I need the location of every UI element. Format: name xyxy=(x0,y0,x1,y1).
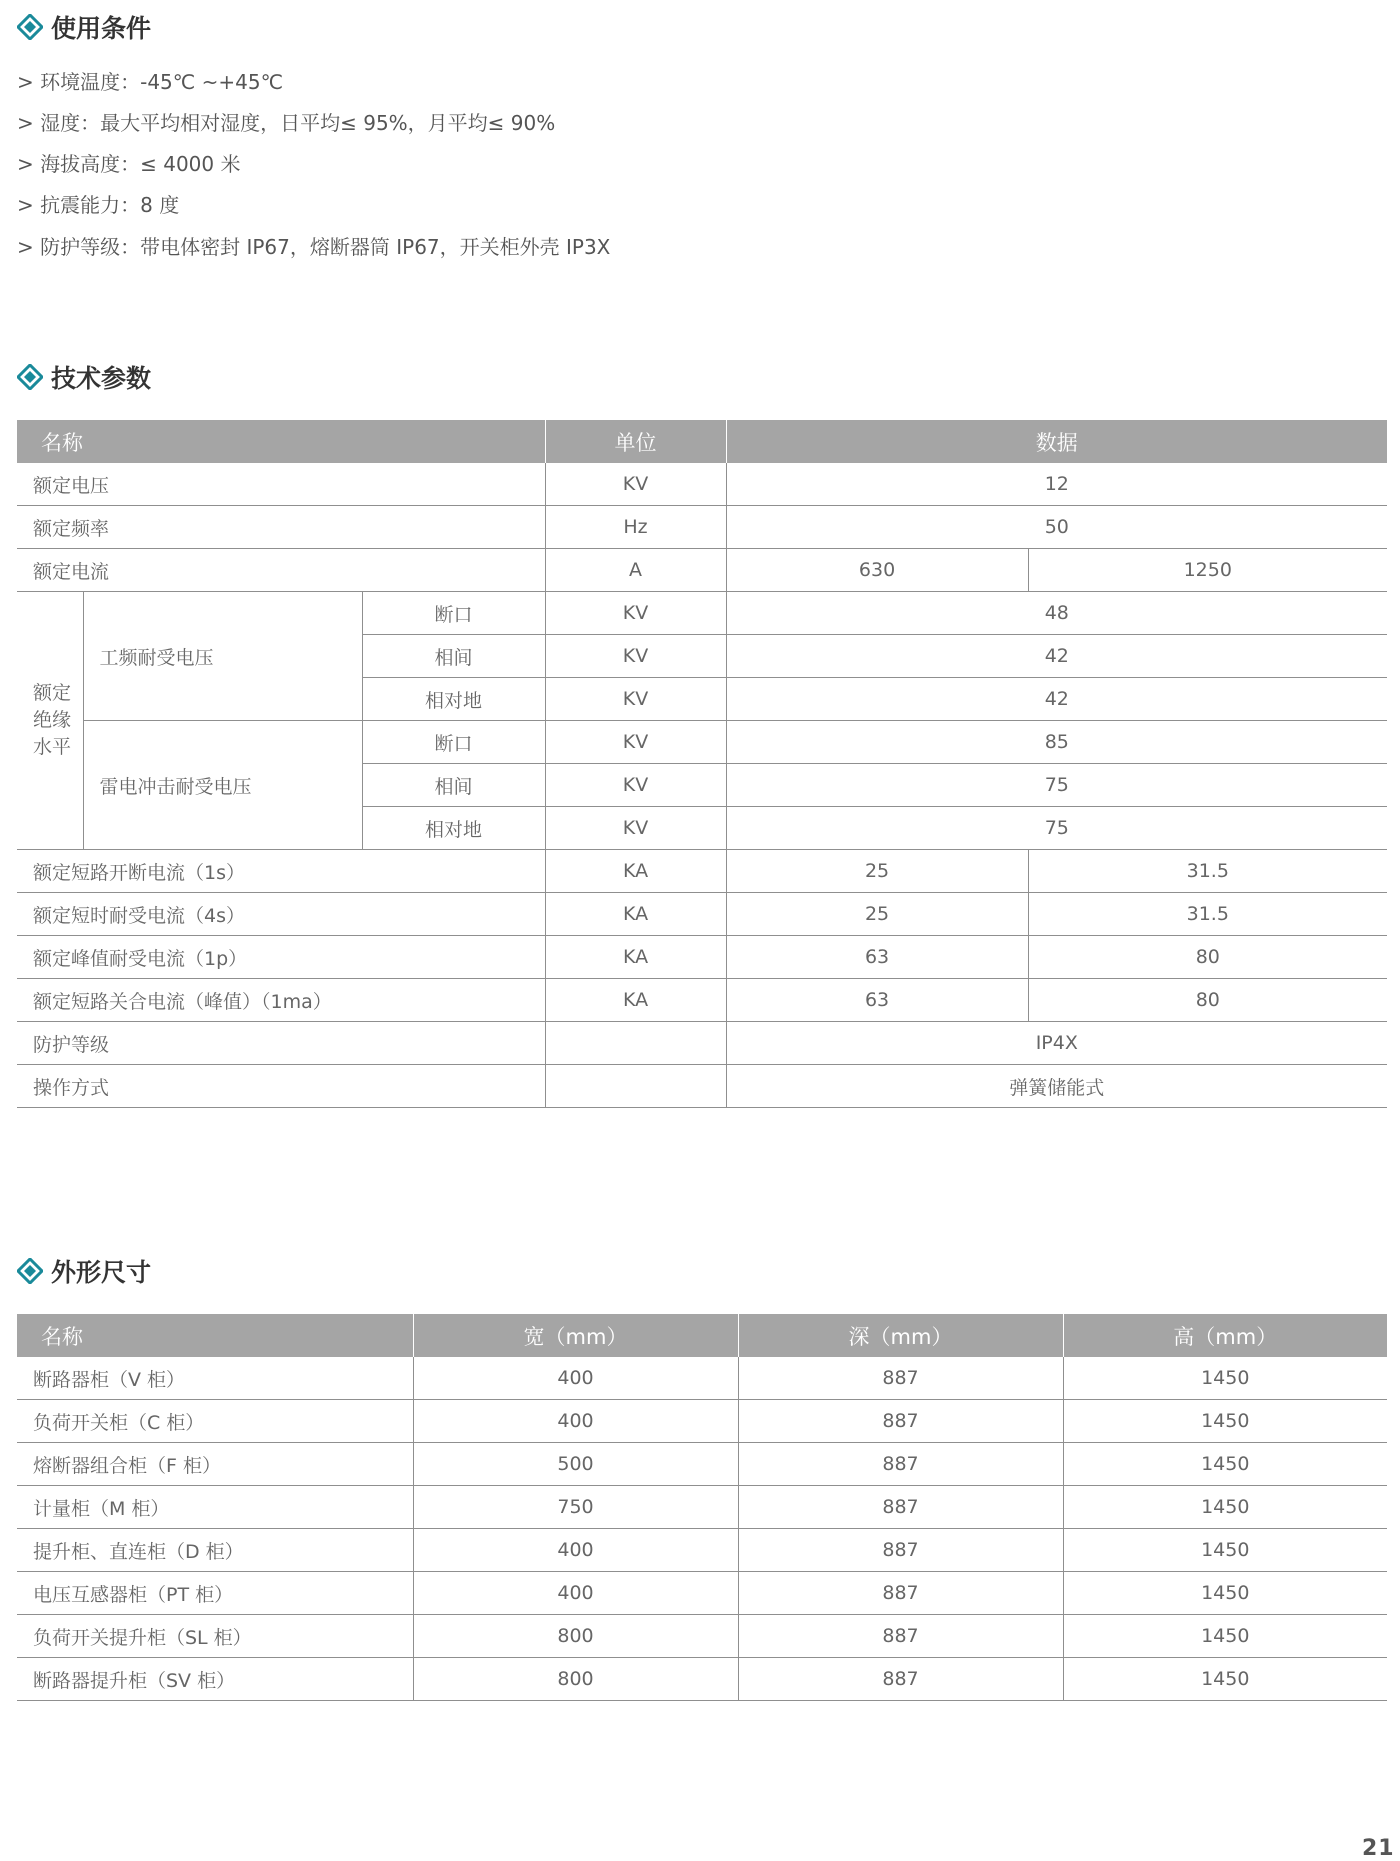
row-value-2: 31.5 xyxy=(1028,850,1387,893)
insulation-level-label: 额定 绝缘 水平 xyxy=(17,592,83,850)
row-height: 1450 xyxy=(1063,1486,1387,1529)
row-depth: 887 xyxy=(738,1572,1063,1615)
row-height: 1450 xyxy=(1063,1615,1387,1658)
row-unit: KV xyxy=(545,721,726,764)
row-unit: KA xyxy=(545,979,726,1022)
table-header-row xyxy=(17,420,1387,463)
usage-line-seismic: > 抗震能力：8 度 xyxy=(17,193,180,217)
header-height: 高（mm） xyxy=(1063,1314,1387,1357)
table-row xyxy=(17,1065,1387,1108)
row-width: 800 xyxy=(413,1615,738,1658)
table-row xyxy=(17,1357,1387,1400)
row-unit xyxy=(545,1022,726,1065)
row-depth: 887 xyxy=(738,1400,1063,1443)
row-value: 85 xyxy=(726,721,1387,764)
table-row xyxy=(17,893,1387,936)
row-width: 400 xyxy=(413,1572,738,1615)
row-unit: KA xyxy=(545,936,726,979)
usage-title: 使用条件 xyxy=(51,14,152,43)
row-value-1: 63 xyxy=(726,936,1028,979)
row-depth: 887 xyxy=(738,1486,1063,1529)
row-value-2: 80 xyxy=(1028,979,1387,1022)
table-row xyxy=(17,850,1387,893)
row-depth: 887 xyxy=(738,1658,1063,1701)
row-unit: KV xyxy=(545,635,726,678)
row-depth: 887 xyxy=(738,1443,1063,1486)
row-depth: 887 xyxy=(738,1357,1063,1400)
table-row xyxy=(17,1443,1387,1486)
row-value-1: 25 xyxy=(726,850,1028,893)
row-height: 1450 xyxy=(1063,1529,1387,1572)
row-sub: 断口 xyxy=(362,721,545,764)
header-name: 名称 xyxy=(17,420,545,463)
table-row xyxy=(17,1400,1387,1443)
row-width: 400 xyxy=(413,1529,738,1572)
diamond-icon xyxy=(17,14,43,40)
row-width: 750 xyxy=(413,1486,738,1529)
row-value-1: 25 xyxy=(726,893,1028,936)
row-value: 12 xyxy=(726,463,1387,506)
row-name: 额定短时耐受电流（4s） xyxy=(17,893,545,936)
table-row xyxy=(17,1022,1387,1065)
row-unit xyxy=(545,1065,726,1108)
row-sub: 断口 xyxy=(362,592,545,635)
row-sub: 相对地 xyxy=(362,807,545,850)
row-height: 1450 xyxy=(1063,1443,1387,1486)
table-row xyxy=(17,549,1387,592)
header-width: 宽（mm） xyxy=(413,1314,738,1357)
dims-section-title xyxy=(17,1254,151,1288)
row-name: 负荷开关提升柜（SL 柜） xyxy=(17,1615,413,1658)
row-name: 额定短路关合电流（峰值）（1ma） xyxy=(17,979,545,1022)
row-value: 50 xyxy=(726,506,1387,549)
usage-line-protection: > 防护等级：带电体密封 IP67，熔断器筒 IP67，开关柜外壳 IP3X xyxy=(17,235,611,259)
tech-params-table xyxy=(17,420,1387,1108)
row-name: 额定电压 xyxy=(17,463,545,506)
page-number: 21 xyxy=(1362,1836,1395,1861)
row-name: 额定峰值耐受电流（1p） xyxy=(17,936,545,979)
header-name: 名称 xyxy=(17,1314,413,1357)
row-value-1: 63 xyxy=(726,979,1028,1022)
row-value-2: 31.5 xyxy=(1028,893,1387,936)
row-unit: KV xyxy=(545,463,726,506)
row-value: 42 xyxy=(726,678,1387,721)
row-unit: Hz xyxy=(545,506,726,549)
tech-section-title xyxy=(17,360,151,394)
row-height: 1450 xyxy=(1063,1572,1387,1615)
row-value: 42 xyxy=(726,635,1387,678)
row-name: 额定电流 xyxy=(17,549,545,592)
table-row xyxy=(17,592,1387,635)
row-width: 500 xyxy=(413,1443,738,1486)
table-row xyxy=(17,1658,1387,1701)
row-name: 计量柜（M 柜） xyxy=(17,1486,413,1529)
row-depth: 887 xyxy=(738,1615,1063,1658)
row-value: IP4X xyxy=(726,1022,1387,1065)
tech-title: 技术参数 xyxy=(51,364,152,393)
row-name: 断路器柜（V 柜） xyxy=(17,1357,413,1400)
row-unit: KA xyxy=(545,893,726,936)
row-name: 额定频率 xyxy=(17,506,545,549)
row-name: 提升柜、直连柜（D 柜） xyxy=(17,1529,413,1572)
usage-line-temperature: > 环境温度：-45℃ ~+45℃ xyxy=(17,70,284,94)
table-row xyxy=(17,463,1387,506)
row-name: 熔断器组合柜（F 柜） xyxy=(17,1443,413,1486)
row-width: 400 xyxy=(413,1357,738,1400)
row-name: 电压互感器柜（PT 柜） xyxy=(17,1572,413,1615)
dims-title: 外形尺寸 xyxy=(51,1258,152,1287)
row-unit: A xyxy=(545,549,726,592)
table-row xyxy=(17,721,1387,764)
row-unit: KV xyxy=(545,764,726,807)
row-value: 弹簧储能式 xyxy=(726,1065,1387,1108)
row-sub: 相间 xyxy=(362,635,545,678)
usage-line-altitude: > 海拔高度：≤ 4000 米 xyxy=(17,152,241,176)
row-width: 400 xyxy=(413,1400,738,1443)
diamond-icon xyxy=(17,1258,43,1284)
row-height: 1450 xyxy=(1063,1357,1387,1400)
header-depth: 深（mm） xyxy=(738,1314,1063,1357)
row-value: 48 xyxy=(726,592,1387,635)
row-value-2: 80 xyxy=(1028,936,1387,979)
power-freq-label: 工频耐受电压 xyxy=(83,592,362,721)
row-depth: 887 xyxy=(738,1529,1063,1572)
row-unit: KA xyxy=(545,850,726,893)
table-row xyxy=(17,1572,1387,1615)
table-row xyxy=(17,506,1387,549)
table-row xyxy=(17,1529,1387,1572)
row-sub: 相间 xyxy=(362,764,545,807)
row-height: 1450 xyxy=(1063,1400,1387,1443)
row-value-1250: 1250 xyxy=(1028,549,1387,592)
row-value: 75 xyxy=(726,764,1387,807)
table-row xyxy=(17,979,1387,1022)
row-value: 75 xyxy=(726,807,1387,850)
dimensions-table xyxy=(17,1314,1387,1701)
row-name: 断路器提升柜（SV 柜） xyxy=(17,1658,413,1701)
row-width: 800 xyxy=(413,1658,738,1701)
row-value-630: 630 xyxy=(726,549,1028,592)
row-name: 防护等级 xyxy=(17,1022,545,1065)
diamond-icon xyxy=(17,364,43,390)
row-height: 1450 xyxy=(1063,1658,1387,1701)
row-name: 额定短路开断电流（1s） xyxy=(17,850,545,893)
table-row xyxy=(17,1615,1387,1658)
header-unit: 单位 xyxy=(545,420,726,463)
header-data: 数据 xyxy=(726,420,1387,463)
row-name: 负荷开关柜（C 柜） xyxy=(17,1400,413,1443)
row-unit: KV xyxy=(545,592,726,635)
usage-line-humidity: > 湿度：最大平均相对湿度，日平均≤ 95%，月平均≤ 90% xyxy=(17,111,556,135)
table-row xyxy=(17,936,1387,979)
lightning-label: 雷电冲击耐受电压 xyxy=(83,721,362,850)
row-unit: KV xyxy=(545,678,726,721)
usage-section-title xyxy=(17,10,151,44)
table-header-row xyxy=(17,1314,1387,1357)
row-sub: 相对地 xyxy=(362,678,545,721)
row-unit: KV xyxy=(545,807,726,850)
table-row xyxy=(17,1486,1387,1529)
row-name: 操作方式 xyxy=(17,1065,545,1108)
